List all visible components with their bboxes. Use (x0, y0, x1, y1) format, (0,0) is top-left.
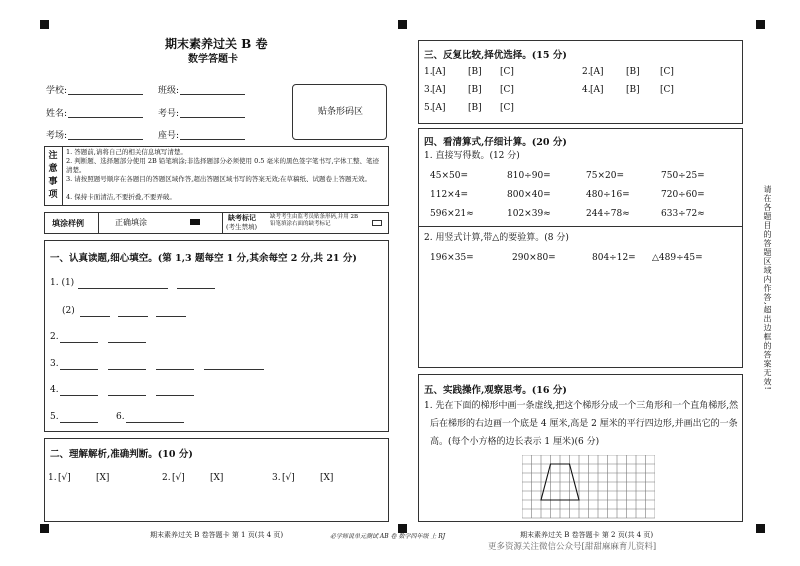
q5-label: 5. (50, 412, 59, 422)
class-field[interactable] (180, 85, 245, 95)
q3-blank-a[interactable] (60, 360, 98, 370)
calc-r1-c4[interactable]: 750÷25= (661, 171, 705, 181)
drawing-grid[interactable] (522, 455, 655, 519)
correct-fill-mark (190, 219, 200, 225)
absent-sub: (考生禁填) (226, 223, 258, 231)
q2-blank-b[interactable] (108, 333, 146, 343)
judge-3-false[interactable]: [X] (320, 473, 334, 483)
section1-title: 一、认真读题,细心填空。(第 1,3 题每空 1 分,其余每空 2 分,共 21 分) (50, 253, 357, 264)
section5-q1-line2: 后在梯形的右边画一个底是 4 厘米,高是 2 厘米的平行四边形,并画出它的一条 (430, 419, 738, 429)
judge-1-true[interactable]: [√] (58, 473, 71, 483)
vertical-calc-3[interactable]: 804÷12= (592, 253, 636, 263)
calc-r2-c1[interactable]: 112×4= (430, 190, 468, 200)
section4-sub1: 1. 直接写得数。(12 分) (424, 151, 520, 161)
q1-part1-label: 1. (1) (50, 278, 75, 288)
class-label: 班级: (158, 86, 180, 96)
notice-divider (62, 146, 63, 206)
notice-item-2: 2. 判断题、选择题部分使用 2B 铅笔填涂;非选择题部分必须使用 0.5 毫米的黑色签字笔书写,字体工整、笔迹清楚。 (66, 157, 380, 174)
absent-mark-box[interactable] (372, 220, 382, 226)
choice-4-num: 4. (582, 85, 591, 95)
q1-part2-label: (2) (62, 306, 75, 316)
notice-item-1: 1. 答题前,请将自己的相关信息填写清楚。 (66, 148, 187, 156)
choice-1-num: 1. (424, 67, 433, 77)
exam-room-field[interactable] (68, 130, 143, 140)
q3-blank-c[interactable] (156, 360, 194, 370)
registration-mark-top-mid (398, 20, 407, 29)
registration-mark-top-left (40, 20, 49, 29)
q1-part2-blank-c[interactable] (156, 307, 186, 317)
vertical-calc-1[interactable]: 196×35= (430, 253, 474, 263)
footer-watermark: 更多资源关注微信公众号[甜甜麻麻育儿资料] (488, 542, 657, 552)
q1-part2-blank-b[interactable] (118, 307, 148, 317)
judge-3-num: 3. (272, 473, 281, 483)
q4-blank-b[interactable] (108, 386, 146, 396)
calc-r3-c3[interactable]: 244÷78≈ (586, 209, 630, 219)
q3-blank-d[interactable] (204, 360, 264, 370)
choice-3-c[interactable]: [C] (500, 85, 514, 95)
judge-1-false[interactable]: [X] (96, 473, 110, 483)
choice-3-a[interactable]: [A] (432, 85, 446, 95)
judge-2-num: 2. (162, 473, 171, 483)
fill-sample-label: 填涂样例 (52, 218, 84, 228)
exam-room-label: 考场: (46, 131, 68, 141)
choice-4-a[interactable]: [A] (590, 85, 604, 95)
section2-title: 二、理解解析,准确判断。(10 分) (50, 449, 193, 460)
vertical-calc-4[interactable]: △489÷45= (652, 253, 703, 263)
fill-absent-divider (222, 212, 223, 234)
page-subtitle: 数学答题卡 (188, 54, 238, 65)
choice-5-c[interactable]: [C] (500, 103, 514, 113)
q2-blank-a[interactable] (60, 333, 98, 343)
calc-r2-c3[interactable]: 480÷16= (586, 190, 630, 200)
q5-blank[interactable] (60, 413, 98, 423)
name-field[interactable] (68, 108, 143, 118)
calc-r3-c1[interactable]: 596×21≈ (430, 209, 474, 219)
calc-r1-c1[interactable]: 45×50= (430, 171, 468, 181)
school-label: 学校: (46, 86, 68, 96)
choice-2-c[interactable]: [C] (660, 67, 674, 77)
choice-3-b[interactable]: [B] (468, 85, 482, 95)
choice-4-c[interactable]: [C] (660, 85, 674, 95)
choice-4-b[interactable]: [B] (626, 85, 640, 95)
section4-title: 四、看清算式,仔细计算。(20 分) (424, 137, 567, 148)
section5-q1-line1: 1. 先在下面的梯形中画一条虚线,把这个梯形分成一个三角形和一个直角梯形,然 (424, 401, 739, 411)
footer-left: 期末素养过关 B 卷答题卡 第 1 页(共 4 页) (150, 531, 284, 539)
section5-q1-line3: 高。(每个小方格的边长表示 1 厘米)(6 分) (430, 437, 600, 447)
registration-mark-bottom-mid (398, 524, 407, 533)
choice-2-b[interactable]: [B] (626, 67, 640, 77)
calc-r3-c2[interactable]: 102×39≈ (507, 209, 551, 219)
judge-line-left (48, 502, 378, 503)
seat-no-field[interactable] (180, 108, 245, 118)
choice-3-num: 3. (424, 85, 433, 95)
choice-5-num: 5. (424, 103, 433, 113)
calc-r1-c3[interactable]: 75×20= (586, 171, 624, 181)
notice-label: 注意事项 (48, 151, 58, 201)
vertical-calc-2[interactable]: 290×80= (512, 253, 556, 263)
choice-2-num: 2. (582, 67, 591, 77)
section3-title: 三、反复比较,择优选择。(15 分) (424, 50, 567, 61)
section4-divider (418, 226, 743, 227)
judge-3-true[interactable]: [√] (282, 473, 295, 483)
judge-1-num: 1. (48, 473, 57, 483)
registration-mark-bottom-right (756, 524, 765, 533)
calc-r2-c2[interactable]: 800×40= (507, 190, 551, 200)
choice-5-b[interactable]: [B] (468, 103, 482, 113)
seat-label: 座号: (158, 131, 180, 141)
calc-r2-c4[interactable]: 720÷60= (661, 190, 705, 200)
notice-item-4: 4. 保持卡面清洁,不要折叠,不要弄破。 (66, 193, 176, 201)
section4-sub2: 2. 用竖式计算,带△的要验算。(8 分) (424, 233, 569, 243)
q1-part1-blank-a[interactable] (78, 279, 168, 289)
choice-2-a[interactable]: [A] (590, 67, 604, 77)
judge-2-false[interactable]: [X] (210, 473, 224, 483)
page-title: 期末素养过关 B 卷 (165, 37, 268, 51)
choice-1-a[interactable]: [A] (432, 67, 446, 77)
seat-no-label: 考号: (158, 109, 180, 119)
seat-field[interactable] (180, 130, 245, 140)
choice-1-c[interactable]: [C] (500, 67, 514, 77)
q1-part2-blank-a[interactable] (80, 307, 110, 317)
registration-mark-bottom-left (40, 524, 49, 533)
footer-right: 期末素养过关 B 卷答题卡 第 2 页(共 4 页) (520, 531, 654, 539)
notice-item-3: 3. 请按照题号顺序在各题目的答题区域作答,超出答题区域书写的答案无效;在草稿纸、试题卷上答题无效。 (66, 175, 372, 183)
barcode-label: 贴条形码区 (318, 107, 364, 117)
q6-blank[interactable] (126, 413, 184, 423)
fill-sample-divider (98, 212, 99, 234)
absent-note: 缺考考生由监考员贴条形码,并用 2B 铅笔填涂右面的缺考标记 (270, 214, 359, 228)
q4-blank-a[interactable] (60, 386, 98, 396)
choice-1-b[interactable]: [B] (468, 67, 482, 77)
calc-r3-c4[interactable]: 633÷72≈ (661, 209, 705, 219)
footer-middle: 必学师说单元测试 AB 卷 数学四年级 上 RJ (330, 533, 446, 540)
judge-2-true[interactable]: [√] (172, 473, 185, 483)
correct-fill-label: 正确填涂 (115, 218, 147, 227)
q3-blank-b[interactable] (108, 360, 146, 370)
q6-label: 6. (116, 412, 125, 422)
name-label: 姓名: (46, 109, 68, 119)
section5-title: 五、实践操作,观察思考。(16 分) (424, 385, 567, 396)
choice-5-a[interactable]: [A] (432, 103, 446, 113)
registration-mark-top-right (756, 20, 765, 29)
q2-label: 2. (50, 332, 59, 342)
q4-blank-c[interactable] (156, 386, 194, 396)
school-field[interactable] (68, 85, 143, 95)
section4-box (418, 128, 743, 368)
calc-r1-c2[interactable]: 810÷90= (507, 171, 551, 181)
q1-part1-blank-b[interactable] (177, 279, 215, 289)
q4-label: 4. (50, 385, 59, 395)
q3-label: 3. (50, 359, 59, 369)
absent-label: 缺考标记 (228, 213, 256, 222)
side-note: 请在各题目的答题区域内作答,超出边框的答案无效! (763, 185, 772, 391)
